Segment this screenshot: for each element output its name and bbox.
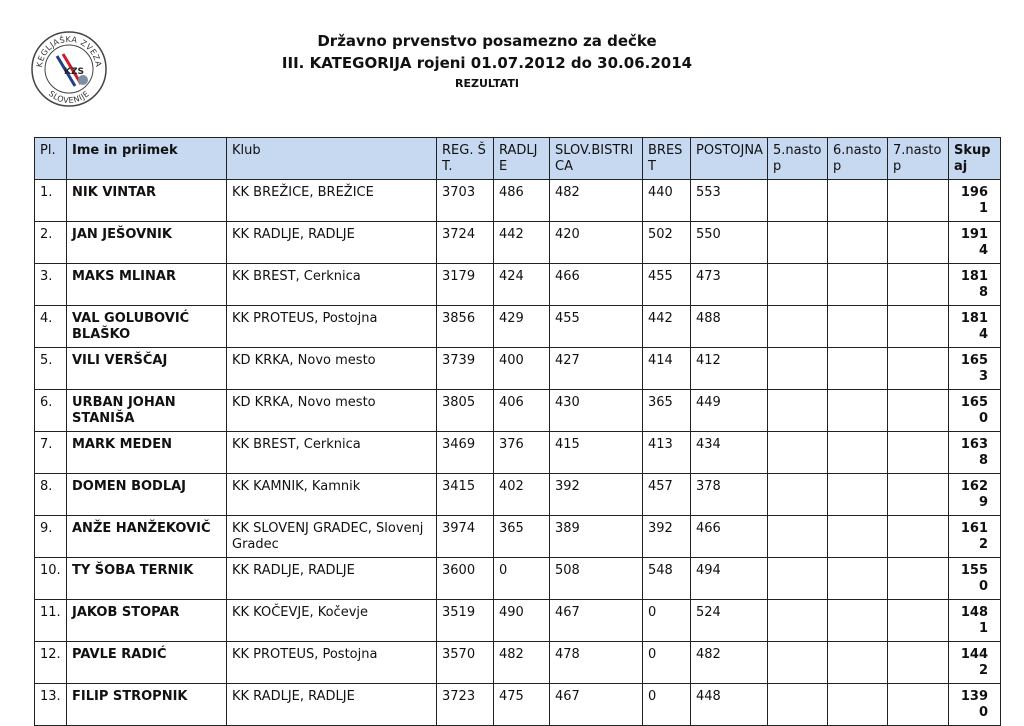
col-header-postojna: POSTOJNA <box>691 138 768 180</box>
table-row <box>35 348 1001 390</box>
cell-6-nastop <box>828 390 888 432</box>
cell-postojna: 412 <box>691 348 768 390</box>
cell-total: 1638 <box>949 432 1001 474</box>
cell-6-nastop <box>828 474 888 516</box>
cell-brest: 440 <box>643 180 691 222</box>
cell-7-nastop <box>888 264 949 306</box>
cell-brest: 365 <box>643 390 691 432</box>
col-header-6-nastop: 6.nastop <box>828 138 888 180</box>
cell-6-nastop <box>828 264 888 306</box>
cell-postojna: 488 <box>691 306 768 348</box>
cell-brest: 502 <box>643 222 691 264</box>
cell-postojna: 449 <box>691 390 768 432</box>
cell-postojna: 448 <box>691 684 768 726</box>
table-row <box>35 642 1001 684</box>
cell-name: DOMEN BODLAJ <box>67 474 227 516</box>
cell-club: KK SLOVENJ GRADEC, Slovenj Gradec <box>227 516 437 558</box>
cell-slov-bistrica: 482 <box>550 180 643 222</box>
cell-place: 10. <box>35 558 67 600</box>
cell-reg: 3519 <box>437 600 494 642</box>
cell-radlje: 406 <box>494 390 550 432</box>
cell-reg: 3600 <box>437 558 494 600</box>
cell-5-nastop <box>768 642 828 684</box>
logo-monogram: KZS <box>64 67 84 77</box>
document-subtitle: III. KATEGORIJA rojeni 01.07.2012 do 30.06.2014 <box>281 54 693 72</box>
cell-radlje: 482 <box>494 642 550 684</box>
cell-radlje: 486 <box>494 180 550 222</box>
cell-7-nastop <box>888 600 949 642</box>
cell-6-nastop <box>828 558 888 600</box>
cell-name: FILIP STROPNIK <box>67 684 227 726</box>
cell-slov-bistrica: 508 <box>550 558 643 600</box>
cell-7-nastop <box>888 348 949 390</box>
cell-name: VILI VERŠČAJ <box>67 348 227 390</box>
cell-total: 1814 <box>949 306 1001 348</box>
cell-slov-bistrica: 392 <box>550 474 643 516</box>
cell-brest: 455 <box>643 264 691 306</box>
cell-reg: 3974 <box>437 516 494 558</box>
cell-total: 1629 <box>949 474 1001 516</box>
cell-slov-bistrica: 467 <box>550 600 643 642</box>
cell-club: KK RADLJE, RADLJE <box>227 222 437 264</box>
cell-club: KK PROTEUS, Postojna <box>227 642 437 684</box>
cell-place: 11. <box>35 600 67 642</box>
cell-brest: 442 <box>643 306 691 348</box>
cell-radlje: 400 <box>494 348 550 390</box>
cell-postojna: 482 <box>691 642 768 684</box>
cell-brest: 548 <box>643 558 691 600</box>
cell-5-nastop <box>768 264 828 306</box>
cell-club: KD KRKA, Novo mesto <box>227 390 437 432</box>
cell-radlje: 365 <box>494 516 550 558</box>
cell-radlje: 0 <box>494 558 550 600</box>
cell-6-nastop <box>828 432 888 474</box>
col-header-7-nastop: 7.nastop <box>888 138 949 180</box>
cell-place: 9. <box>35 516 67 558</box>
cell-5-nastop <box>768 348 828 390</box>
cell-6-nastop <box>828 180 888 222</box>
col-header-radlje: RADLJE <box>494 138 550 180</box>
cell-brest: 0 <box>643 684 691 726</box>
document-section-label: REZULTATI <box>455 77 519 90</box>
results-body <box>35 180 1001 726</box>
cell-total: 1390 <box>949 684 1001 726</box>
cell-club: KK RADLJE, RADLJE <box>227 684 437 726</box>
table-row <box>35 180 1001 222</box>
cell-6-nastop <box>828 516 888 558</box>
cell-name: ANŽE HANŽEKOVIČ <box>67 516 227 558</box>
cell-5-nastop <box>768 306 828 348</box>
cell-total: 1550 <box>949 558 1001 600</box>
cell-5-nastop <box>768 600 828 642</box>
cell-7-nastop <box>888 222 949 264</box>
cell-total: 1481 <box>949 600 1001 642</box>
cell-club: KK KOČEVJE, Kočevje <box>227 600 437 642</box>
cell-total: 1442 <box>949 642 1001 684</box>
cell-name: VAL GOLUBOVIĆ BLAŠKO <box>67 306 227 348</box>
cell-6-nastop <box>828 222 888 264</box>
cell-slov-bistrica: 427 <box>550 348 643 390</box>
cell-place: 8. <box>35 474 67 516</box>
col-header-5-nastop: 5.nastop <box>768 138 828 180</box>
cell-place: 7. <box>35 432 67 474</box>
cell-7-nastop <box>888 684 949 726</box>
cell-5-nastop <box>768 390 828 432</box>
cell-total: 1818 <box>949 264 1001 306</box>
cell-5-nastop <box>768 684 828 726</box>
cell-slov-bistrica: 455 <box>550 306 643 348</box>
cell-reg: 3724 <box>437 222 494 264</box>
col-header-name: Ime in priimek <box>67 138 227 180</box>
table-row <box>35 306 1001 348</box>
table-row <box>35 558 1001 600</box>
cell-place: 3. <box>35 264 67 306</box>
cell-slov-bistrica: 415 <box>550 432 643 474</box>
cell-name: JAN JEŠOVNIK <box>67 222 227 264</box>
table-row <box>35 516 1001 558</box>
cell-name: MAKS MLINAR <box>67 264 227 306</box>
cell-5-nastop <box>768 474 828 516</box>
col-header-total: Skupaj <box>949 138 1001 180</box>
cell-postojna: 550 <box>691 222 768 264</box>
cell-slov-bistrica: 466 <box>550 264 643 306</box>
logo-text-bottom: SLOVENIJE <box>46 89 92 106</box>
cell-place: 5. <box>35 348 67 390</box>
cell-7-nastop <box>888 390 949 432</box>
results-table <box>34 137 1001 726</box>
cell-name: URBAN JOHAN STANIŠA <box>67 390 227 432</box>
cell-5-nastop <box>768 558 828 600</box>
cell-reg: 3739 <box>437 348 494 390</box>
cell-reg: 3415 <box>437 474 494 516</box>
cell-total: 1653 <box>949 348 1001 390</box>
cell-place: 12. <box>35 642 67 684</box>
cell-name: TY ŠOBA TERNIK <box>67 558 227 600</box>
logo-text-top: KEGLJAŠKA ZVEZA <box>34 34 104 68</box>
cell-5-nastop <box>768 516 828 558</box>
cell-brest: 0 <box>643 642 691 684</box>
document-header <box>0 30 1024 94</box>
cell-6-nastop <box>828 600 888 642</box>
cell-club: KK BREŽICE, BREŽICE <box>227 180 437 222</box>
cell-reg: 3179 <box>437 264 494 306</box>
cell-slov-bistrica: 420 <box>550 222 643 264</box>
cell-postojna: 378 <box>691 474 768 516</box>
cell-postojna: 524 <box>691 600 768 642</box>
col-header-slov-bistrica: SLOV.BISTRICA <box>550 138 643 180</box>
cell-7-nastop <box>888 306 949 348</box>
cell-7-nastop <box>888 516 949 558</box>
cell-6-nastop <box>828 348 888 390</box>
table-row <box>35 222 1001 264</box>
cell-6-nastop <box>828 306 888 348</box>
cell-club: KD KRKA, Novo mesto <box>227 348 437 390</box>
cell-postojna: 466 <box>691 516 768 558</box>
cell-total: 1961 <box>949 180 1001 222</box>
cell-club: KK KAMNIK, Kamnik <box>227 474 437 516</box>
cell-slov-bistrica: 478 <box>550 642 643 684</box>
cell-7-nastop <box>888 558 949 600</box>
cell-7-nastop <box>888 180 949 222</box>
table-row <box>35 390 1001 432</box>
cell-6-nastop <box>828 684 888 726</box>
table-row <box>35 432 1001 474</box>
cell-place: 1. <box>35 180 67 222</box>
cell-reg: 3805 <box>437 390 494 432</box>
cell-slov-bistrica: 467 <box>550 684 643 726</box>
cell-reg: 3723 <box>437 684 494 726</box>
cell-5-nastop <box>768 222 828 264</box>
cell-name: JAKOB STOPAR <box>67 600 227 642</box>
cell-radlje: 429 <box>494 306 550 348</box>
cell-radlje: 376 <box>494 432 550 474</box>
cell-7-nastop <box>888 432 949 474</box>
cell-name: PAVLE RADIĆ <box>67 642 227 684</box>
cell-postojna: 553 <box>691 180 768 222</box>
cell-total: 1914 <box>949 222 1001 264</box>
cell-name: MARK MEDEN <box>67 432 227 474</box>
cell-brest: 392 <box>643 516 691 558</box>
cell-brest: 413 <box>643 432 691 474</box>
cell-slov-bistrica: 389 <box>550 516 643 558</box>
cell-place: 6. <box>35 390 67 432</box>
cell-postojna: 473 <box>691 264 768 306</box>
table-row <box>35 684 1001 726</box>
cell-reg: 3570 <box>437 642 494 684</box>
cell-5-nastop <box>768 180 828 222</box>
cell-reg: 3856 <box>437 306 494 348</box>
cell-place: 2. <box>35 222 67 264</box>
cell-name: NIK VINTAR <box>67 180 227 222</box>
cell-radlje: 475 <box>494 684 550 726</box>
cell-club: KK PROTEUS, Postojna <box>227 306 437 348</box>
table-row <box>35 474 1001 516</box>
col-header-brest: BREST <box>643 138 691 180</box>
cell-radlje: 424 <box>494 264 550 306</box>
cell-brest: 457 <box>643 474 691 516</box>
cell-reg: 3469 <box>437 432 494 474</box>
cell-7-nastop <box>888 642 949 684</box>
cell-6-nastop <box>828 642 888 684</box>
col-header-reg: REG. ŠT. <box>437 138 494 180</box>
table-row <box>35 264 1001 306</box>
document-title: Državno prvenstvo posamezno za dečke <box>317 32 657 50</box>
table-header-row <box>35 138 1001 180</box>
cell-place: 4. <box>35 306 67 348</box>
cell-total: 1650 <box>949 390 1001 432</box>
cell-reg: 3703 <box>437 180 494 222</box>
cell-radlje: 490 <box>494 600 550 642</box>
cell-club: KK BREST, Cerknica <box>227 264 437 306</box>
cell-total: 1612 <box>949 516 1001 558</box>
cell-slov-bistrica: 430 <box>550 390 643 432</box>
cell-club: KK RADLJE, RADLJE <box>227 558 437 600</box>
cell-5-nastop <box>768 432 828 474</box>
cell-radlje: 442 <box>494 222 550 264</box>
table-row <box>35 600 1001 642</box>
col-header-place: Pl. <box>35 138 67 180</box>
cell-radlje: 402 <box>494 474 550 516</box>
cell-7-nastop <box>888 474 949 516</box>
cell-place: 13. <box>35 684 67 726</box>
col-header-club: Klub <box>227 138 437 180</box>
cell-brest: 414 <box>643 348 691 390</box>
cell-brest: 0 <box>643 600 691 642</box>
cell-postojna: 494 <box>691 558 768 600</box>
cell-postojna: 434 <box>691 432 768 474</box>
cell-club: KK BREST, Cerknica <box>227 432 437 474</box>
